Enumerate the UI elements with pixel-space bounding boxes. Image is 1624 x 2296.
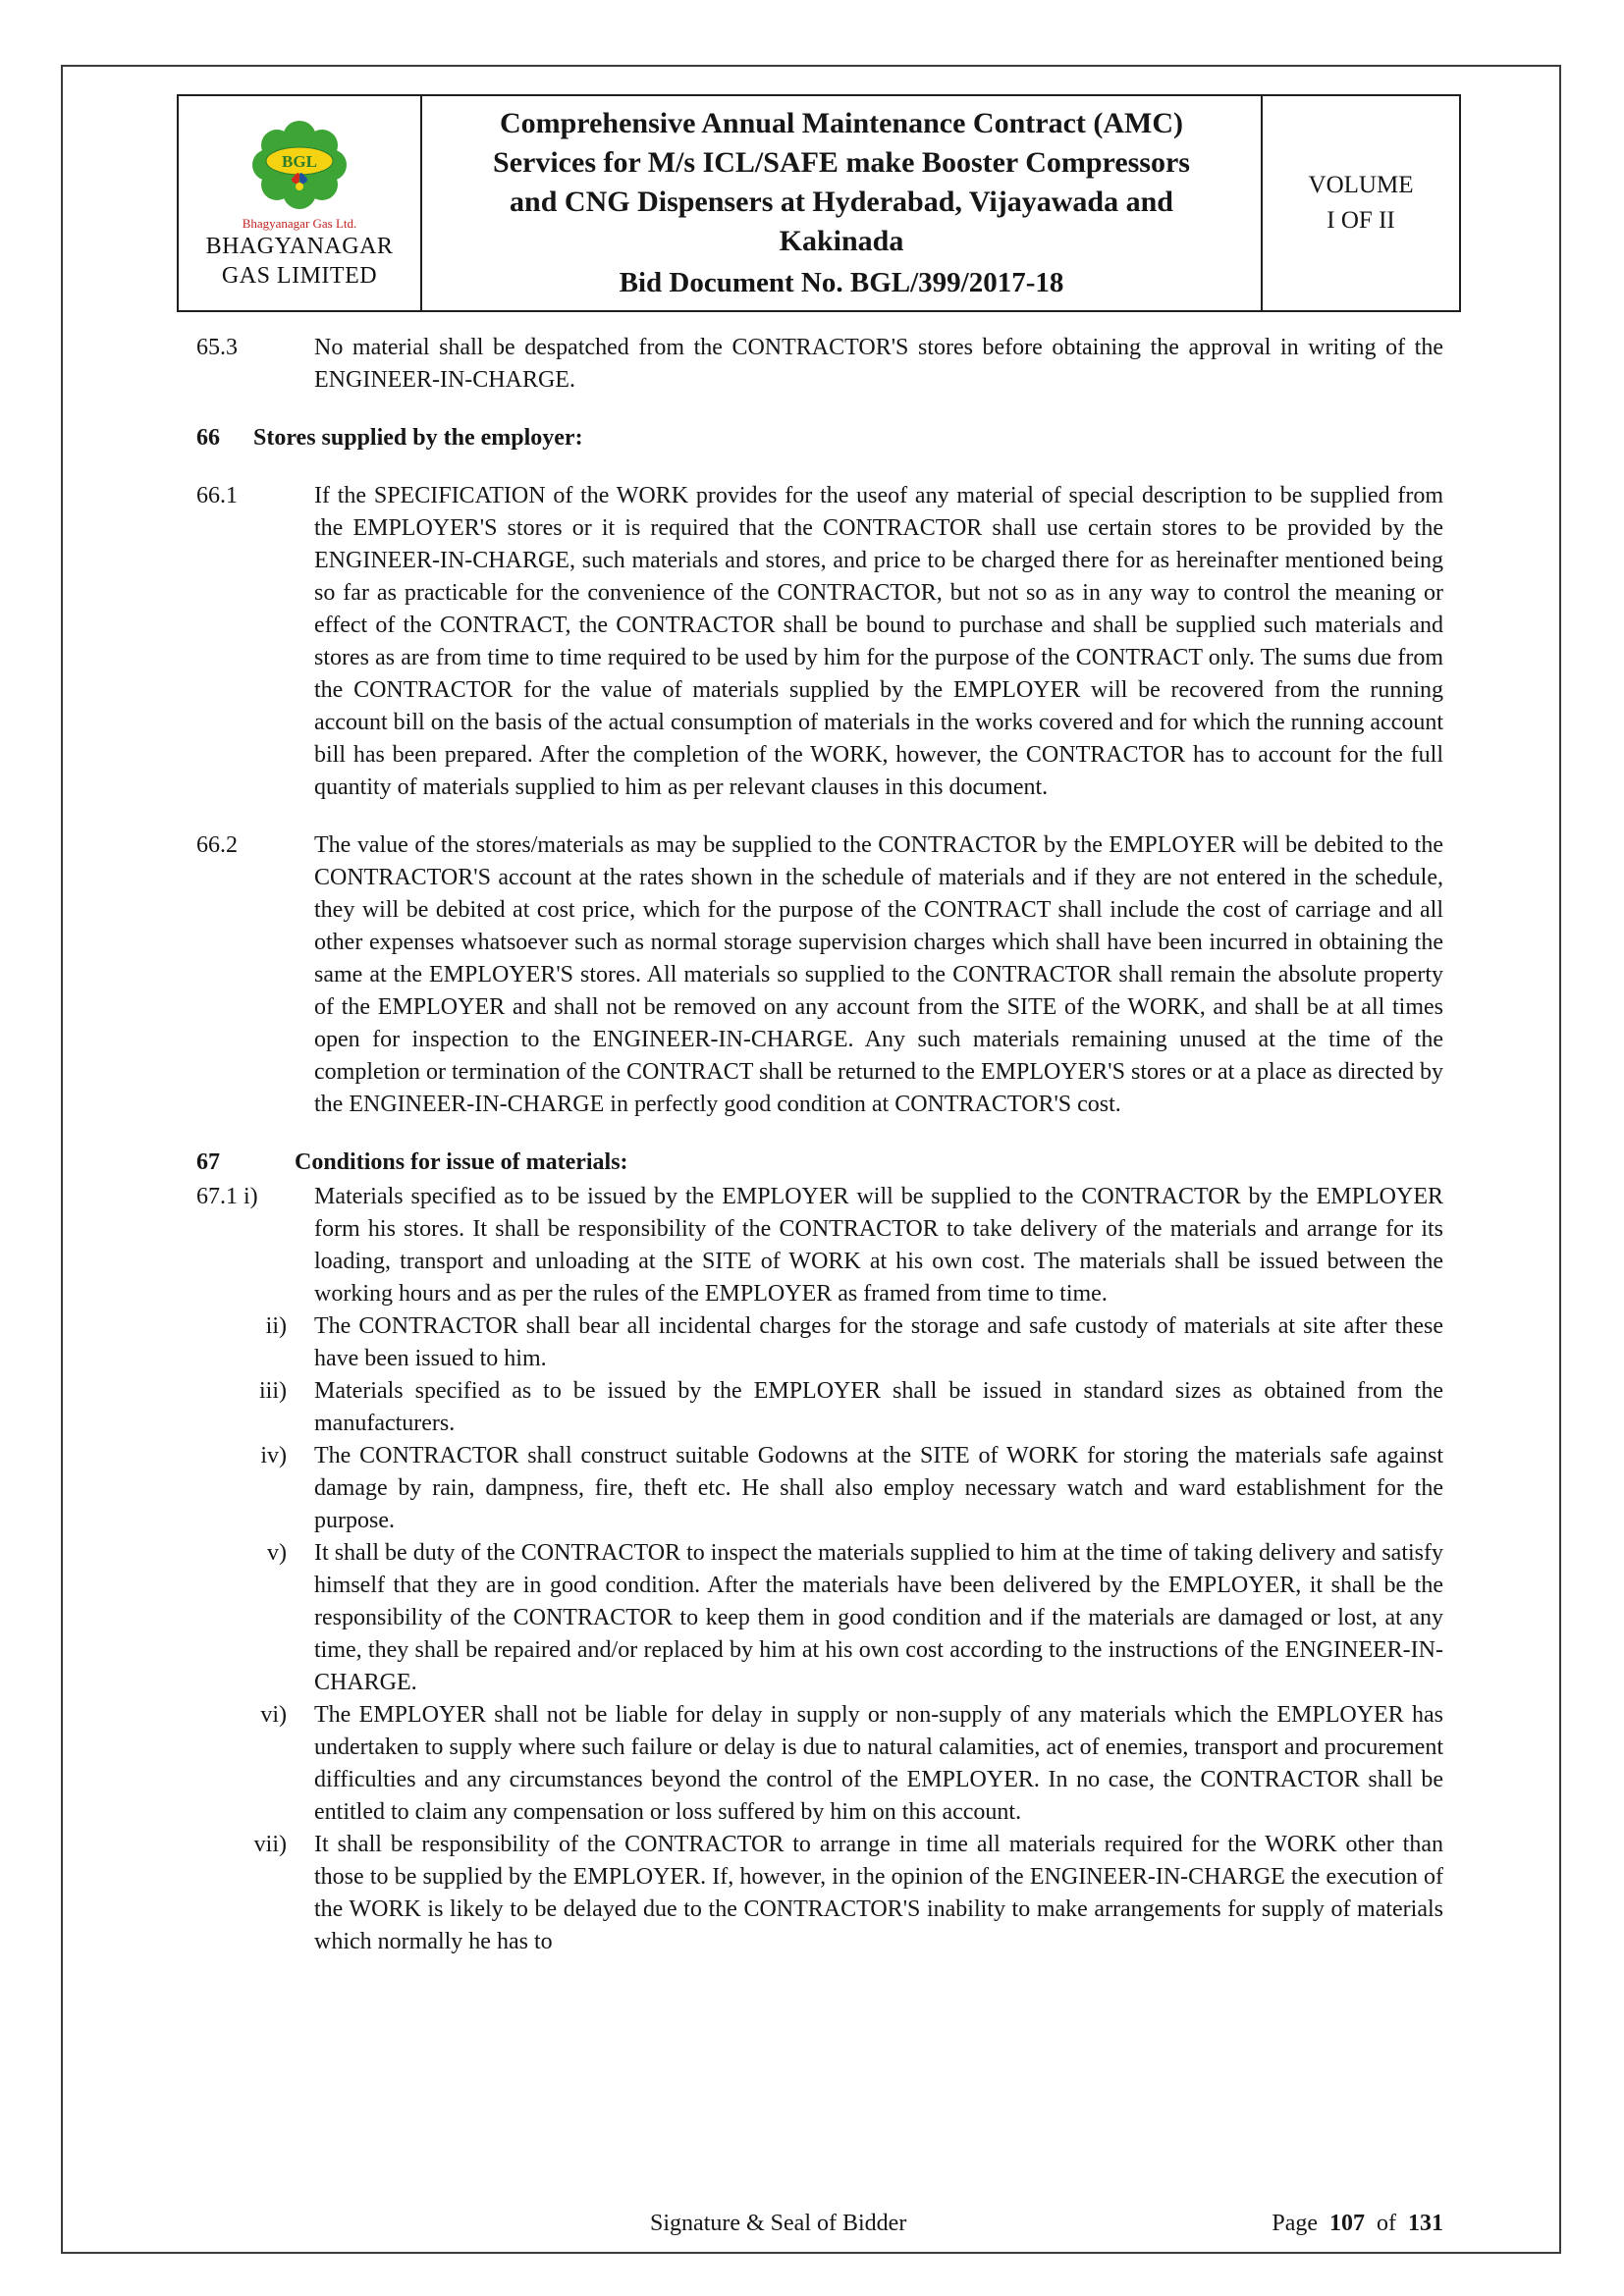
page-total: 131 (1408, 2211, 1443, 2236)
section-number: 66 (196, 425, 220, 451)
clause-text: The CONTRACTOR shall bear all incidental charges for the storage and safe custody of materials at site after these have been issued to him. (314, 1313, 1443, 1371)
clause-text: The EMPLOYER shall not be liable for delay in supply or non-supply of any materials which the EMPLOYER has undertaken to supply where such failure or delay is due to natural calamities, act of enemies, transport and procurement difficulties and any circumstances beyond the control of the EMPLOYER. In no case, the CONTRACTOR shall be entitled to claim any compensation or loss suffered by him on this account. (314, 1702, 1443, 1825)
clause-67-1-iv (196, 1440, 1443, 1537)
page-of-label: of (1377, 2211, 1396, 2236)
clause-text: The value of the stores/materials as may be supplied to the CONTRACTOR by the EMPLOYER will be debited to the CONTRACTOR'S account at the rates shown in the schedule of materials and if they are not entered in the schedule, they will be debited at cost price, which for the purpose of the CONTRACT shall include the cost of carriage and all other expenses whatsoever such as normal storage supervision charges which shall have been incurred in obtaining the same at the EMPLOYER'S stores. All materials so supplied to the CONTRACTOR shall remain the absolute property of the EMPLOYER and shall not be removed on any account from the SITE of the WORK, and shall be at all times open for inspection to the ENGINEER-IN-CHARGE. Any such materials remaining unused at the time of the completion or termination of the CONTRACT shall be returned to the EMPLOYER'S stores or at a place as directed by the ENGINEER-IN-CHARGE in perfectly good condition at CONTRACTOR'S cost. (314, 832, 1443, 1117)
clause-65-3 (196, 332, 1443, 397)
clause-67-1-vi (196, 1699, 1443, 1829)
clause-number: 65.3 (196, 335, 238, 360)
company-logo-icon (235, 116, 364, 218)
clause-67-1-i (196, 1181, 1443, 1310)
clause-66-1 (196, 480, 1443, 804)
clause-66-2 (196, 829, 1443, 1121)
company-name-line2: GAS LIMITED (221, 263, 378, 289)
page-footer (196, 2211, 1443, 2237)
clause-number: vi) (260, 1702, 287, 1728)
logo-acronym: BGL (282, 152, 317, 171)
clause-number: ii) (265, 1313, 287, 1339)
section-heading-67 (196, 1147, 1443, 1179)
page-label: Page (1272, 2211, 1318, 2236)
document-body (196, 332, 1443, 1958)
footer-signature: Signature & Seal of Bidder (650, 2211, 907, 2236)
clause-text: If the SPECIFICATION of the WORK provides for the useof any material of special description to be supplied from the EMPLOYER'S stores or it is required that the CONTRACTOR shall use certain stores to be provided by the ENGINEER-IN-CHARGE, such materials and stores, and price to be charged there for as hereinafter mentioned being so far as practicable for the convenience of the CONTRACTOR, but not so as in any way to control the meaning or effect of the CONTRACT, the CONTRACTOR shall be bound to purchase and shall be supplied such materials and stores as are from time to time required to be used by him for the purpose of the CONTRACT only. The sums due from the CONTRACTOR for the value of materials supplied by the EMPLOYER will be recovered from the running account bill on the basis of the actual consumption of materials in the works covered and for which the running account bill has been prepared. After the completion of the WORK, however, the CONTRACTOR has to account for the full quantity of materials supplied to him as per relevant clauses in this document. (314, 483, 1443, 800)
clause-number: iii) (259, 1378, 287, 1404)
logo-subtext: Bhagyanagar Gas Ltd. (242, 216, 357, 231)
clause-number: 66.1 (196, 483, 238, 508)
clause-number: vii) (253, 1832, 287, 1857)
clause-67-1-vii (196, 1829, 1443, 1958)
clause-67-1-iii (196, 1375, 1443, 1440)
clause-text: Materials specified as to be issued by the EMPLOYER shall be issued in standard sizes as obtained from the manufacturers. (314, 1378, 1443, 1436)
document-title-line: Comprehensive Annual Maintenance Contract (AMC) (499, 107, 1184, 139)
bid-document-number: Bid Document No. BGL/399/2017-18 (619, 267, 1064, 298)
clause-67-1-v (196, 1537, 1443, 1699)
clause-number: iv) (260, 1443, 287, 1468)
section-number: 67 (196, 1149, 220, 1175)
document-title-line: Services for M/s ICL/SAFE make Booster Compressors (493, 146, 1190, 179)
clause-67-1-ii (196, 1310, 1443, 1375)
section-heading-text: Conditions for issue of materials: (295, 1149, 628, 1175)
document-title-line: Kakinada (779, 225, 904, 257)
section-heading-66 (196, 422, 1443, 454)
clause-text: No material shall be despatched from the CONTRACTOR'S stores before obtaining the approval in writing of the ENGINEER-IN-CHARGE. (314, 335, 1443, 393)
clause-text: Materials specified as to be issued by the EMPLOYER will be supplied to the CONTRACTOR by the EMPLOYER form his stores. It shall be responsibility of the CONTRACTOR to take delivery of the materials and arrange for its loading, transport and unloading at the SITE of WORK at his own cost. The materials shall be issued between the working hours and as per the rules of the EMPLOYER as framed from time to time. (314, 1184, 1443, 1307)
clause-text: It shall be duty of the CONTRACTOR to inspect the materials supplied to him at the time of taking delivery and satisfy himself that they are in good condition. After the materials have been delivered by the EMPLOYER, it shall be the responsibility of the CONTRACTOR to keep them in good condition and if the materials are damaged or lost, at any time, they shall be repaired and/or replaced by him at his own cost according to the instructions of the ENGINEER-IN-CHARGE. (314, 1540, 1443, 1695)
clause-number: 66.2 (196, 832, 238, 858)
clause-number: 67.1 i) (196, 1184, 258, 1209)
page-current: 107 (1329, 2211, 1365, 2236)
clause-number: v) (267, 1540, 287, 1566)
page-number (1272, 2211, 1443, 2237)
title-cell (422, 96, 1263, 310)
clause-text: The CONTRACTOR shall construct suitable Godowns at the SITE of WORK for storing the materials safe against damage by rain, dampness, fire, theft etc. He shall also employ necessary watch and ward establishment for the purpose. (314, 1443, 1443, 1533)
header-table (177, 94, 1461, 312)
volume-line2: I OF II (1326, 207, 1395, 234)
volume-cell (1263, 96, 1459, 310)
logo-cell (179, 96, 422, 310)
volume-line1: VOLUME (1308, 172, 1414, 198)
company-name-line1: BHAGYANAGAR (205, 234, 394, 259)
clause-text: It shall be responsibility of the CONTRACTOR to arrange in time all materials required for the WORK other than those to be supplied by the EMPLOYER. If, however, in the opinion of the ENGINEER-IN-CHARGE the execution of the WORK is likely to be delayed due to the CONTRACTOR'S inability to make arrangements for supply of materials which normally he has to (314, 1832, 1443, 1954)
document-title-line: and CNG Dispensers at Hyderabad, Vijayawada and (510, 186, 1173, 218)
section-heading-text: Stores supplied by the employer: (253, 425, 583, 451)
